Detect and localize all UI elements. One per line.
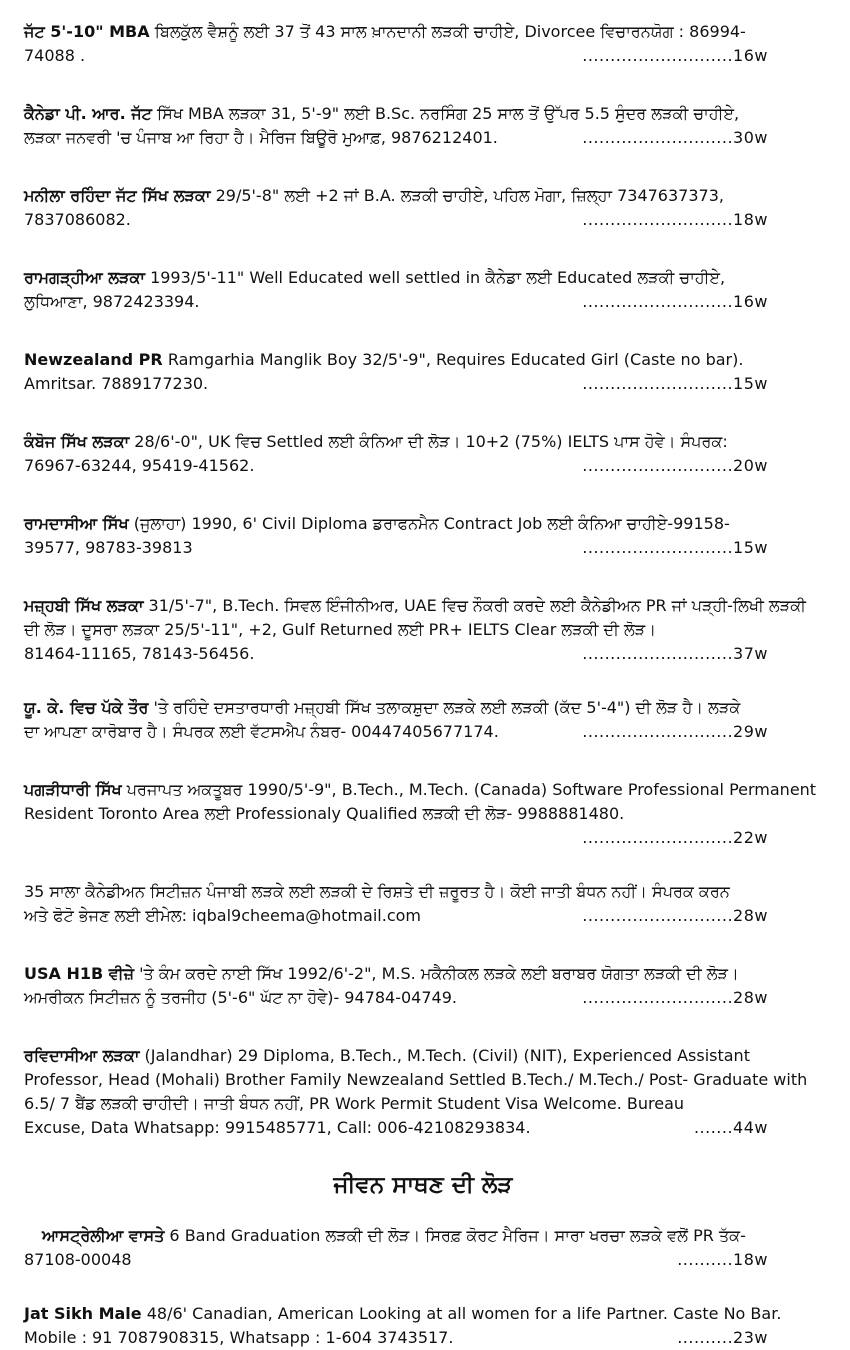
ad-code: ...........................22w	[582, 828, 768, 847]
ad-body: 35 ਸਾਲਾ ਕੈਨੇਡੀਅਨ ਸਿਟੀਜ਼ਨ ਪੰਜਾਬੀ ਲੜਕੇ ਲਈ ਲੜਕੀ ਦੇ ਰਿਸ਼ਤੇ ਦੀ ਜ਼ਰੂਰਤ ਹੈ। ਕੋਈ ਜਾਤੀ ਬੰਧਨ ਨਹੀਂ। ਸੰਪਰਕ ਕਰਨ	[24, 882, 730, 901]
ad-code: ...........................16w	[582, 292, 768, 311]
ad-tail: ਅਮਰੀਕਨ ਸਿਟੀਜ਼ਨ ਨੂੰ ਤਰਜੀਹ (5'-6" ਘੱਟ ਨਾ ਹੋਵੇ)- 94784-04749.	[24, 988, 457, 1007]
section-heading: ਜੀਵਨ ਸਾਥਣ ਦੀ ਲੋੜ	[333, 1172, 513, 1198]
ad-tail: 76967-63244, 95419-41562.	[24, 456, 255, 475]
ad-body: (ਜੁਲਾਹਾ) 1990, 6' Civil Diploma ਡਰਾਫਨਮੈਨ Contract Job ਲਈ ਕੰਨਿਆ ਚਾਹੀਏ-99158-	[128, 514, 730, 533]
ad-tail: ਦਾ ਆਪਣਾ ਕਾਰੋਬਾਰ ਹੈ। ਸੰਪਰਕ ਲਈ ਵੱਟਸਐਪ ਨੰਬਰ- 00447405677174.	[24, 722, 499, 741]
ad-tail: Mobile : 91 7087908315, Whatsapp : 1-604 3743517.	[24, 1328, 454, 1347]
ad-code: ...........................20w	[582, 456, 768, 475]
ad-item	[24, 1224, 822, 1272]
ad-lead: ਪਗੜੀਧਾਰੀ ਸਿੱਖ	[24, 780, 122, 799]
ad-lead: ਰਵਿਦਾਸੀਆ ਲੜਕਾ	[24, 1046, 140, 1065]
ad-body: 28/6'-0", UK ਵਿਚ Settled ਲਈ ਕੰਨਿਆ ਦੀ ਲੋੜ। 10+2 (75%) IELTS ਪਾਸ ਹੋਵੇ। ਸੰਪਰਕ:	[129, 432, 728, 451]
ad-item	[24, 348, 822, 396]
ad-body: (Jalandhar) 29 Diploma, B.Tech., M.Tech. (Civil) (NIT), Experienced Assistant Professor, Head (Mohali) Brother Family Newzealand Settled B.Tech./ M.Tech./ Post- Graduate with 6.5/ 7 ਬੈਂਡ ਲੜਕੀ ਚਾਹੀਦੀ। ਜਾਤੀ ਬੰਧਨ ਨਹੀਂ, PR Work Permit Student Visa Welcome. Bureau	[24, 1046, 808, 1113]
ad-lead: Newzealand PR	[24, 350, 163, 369]
ad-lead: ਮਨੀਲਾ ਰਹਿੰਦਾ ਜੱਟ ਸਿੱਖ ਲੜਕਾ	[24, 186, 211, 205]
ad-lead: ਰਾਮਦਾਸੀਆ ਸਿੱਖ	[24, 514, 129, 533]
ad-item	[24, 778, 822, 850]
ad-body: ਸਿੱਖ MBA ਲੜਕਾ 31, 5'-9" ਲਈ B.Sc. ਨਰਸਿੰਗ 25 ਸਾਲ ਤੋਂ ਉੱਪਰ 5.5 ਸੁੰਦਰ ਲੜਕੀ ਚਾਹੀਏ,	[151, 104, 740, 123]
ad-tail: ਅਤੇ ਫੋਟੋ ਭੇਜਣ ਲਈ ਈਮੇਲ: iqbal9cheema@hotmail.com	[24, 906, 421, 925]
ad-item	[24, 512, 822, 560]
ad-code: ...........................28w	[582, 988, 768, 1007]
ad-item	[24, 696, 822, 744]
ad-tail: 81464-11165, 78143-56456.	[24, 644, 255, 663]
ad-tail: ਲੜਕਾ ਜਨਵਰੀ 'ਚ ਪੰਜਾਬ ਆ ਰਿਹਾ ਹੈ। ਮੈਰਿਜ ਬਿਊਰੋ ਮੁਆਫ਼, 9876212401.	[24, 128, 498, 147]
ad-tail: Amritsar. 7889177230.	[24, 374, 209, 393]
ad-code: ...........................28w	[582, 906, 768, 925]
ad-lead: USA H1B ਵੀਜ਼ੇ	[24, 964, 135, 983]
ad-code: .......44w	[693, 1118, 768, 1137]
ad-tail: 74088 .	[24, 46, 86, 65]
ad-code: ...........................30w	[582, 128, 768, 147]
ad-item	[24, 1044, 822, 1140]
ad-lead: ਆਸਟ੍ਰੇਲੀਆ ਵਾਸਤੇ	[42, 1226, 165, 1245]
ad-lead: ਯੂ. ਕੇ. ਵਿਚ ਪੱਕੇ ਤੌਰ	[24, 698, 149, 717]
ad-body: Ramgarhia Manglik Boy 32/5'-9", Requires Educated Girl (Caste no bar).	[162, 350, 744, 369]
ad-code: ...........................18w	[582, 210, 768, 229]
ad-lead: ਜੱਟ 5'-10" MBA	[24, 22, 150, 41]
ad-code: ...........................37w	[582, 644, 768, 663]
ad-body: 'ਤੇ ਕੰਮ ਕਰਦੇ ਨਾਈ ਸਿੱਖ 1992/6'-2", M.S. ਮਕੈਨੀਕਲ ਲੜਕੇ ਲਈ ਬਰਾਬਰ ਯੋਗਤਾ ਲੜਕੀ ਦੀ ਲੋੜ।	[134, 964, 739, 983]
ad-body: 1993/5'-11" Well Educated well settled in ਕੈਨੇਡਾ ਲਈ Educated ਲੜਕੀ ਚਾਹੀਏ,	[144, 268, 726, 287]
ad-item	[24, 962, 822, 1010]
ad-code: ...........................16w	[582, 46, 768, 65]
ad-item	[24, 1302, 822, 1350]
ad-body: 29/5'-8" ਲਈ +2 ਜਾਂ B.A. ਲੜਕੀ ਚਾਹੀਏ, ਪਹਿਲ ਮੋਗਾ, ਜ਼ਿਲ੍ਹਾ 7347637373,	[210, 186, 724, 205]
ad-item	[24, 184, 822, 232]
ad-code: ...........................15w	[582, 538, 768, 557]
ad-lead: ਕੈਨੇਡਾ ਪੀ. ਆਰ. ਜੱਟ	[24, 104, 152, 123]
ad-lead: ਮਜ਼੍ਹਬੀ ਸਿੱਖ ਲੜਕਾ	[24, 596, 144, 615]
ad-item	[24, 594, 822, 666]
ad-lead: ਕੰਬੋਜ ਸਿੱਖ ਲੜਕਾ	[24, 432, 130, 451]
ad-body: 48/6' Canadian, American Looking at all women for a life Partner. Caste No Bar.	[141, 1304, 782, 1323]
ad-code: ...........................15w	[582, 374, 768, 393]
ad-tail: ਲੁਧਿਆਣਾ, 9872423394.	[24, 292, 200, 311]
ad-body: ਬਿਲਕੁੱਲ ਵੈਸ਼ਨੂੰ ਲਈ 37 ਤੋਂ 43 ਸਾਲ ਖ਼ਾਨਦਾਨੀ ਲੜਕੀ ਚਾਹੀਏ, Divorcee ਵਿਚਾਰਨਯੋਗ : 86994-	[149, 22, 746, 41]
ad-body: 'ਤੇ ਰਹਿੰਦੇ ਦਸਤਾਰਧਾਰੀ ਮਜ਼੍ਹਬੀ ਸਿੱਖ ਤਲਾਕਸ਼ੁਦਾ ਲੜਕੇ ਲਈ ਲੜਕੀ (ਕੱਦ 5'-4") ਦੀ ਲੋੜ ਹੈ। ਲੜਕੇ	[148, 698, 741, 717]
ad-item	[24, 430, 822, 478]
ad-item	[24, 880, 822, 928]
ad-body: 6 Band Graduation ਲੜਕੀ ਦੀ ਲੋੜ। ਸਿਰਫ਼ ਕੋਰਟ ਮੈਰਿਜ। ਸਾਰਾ ਖਰਚਾ ਲੜਕੇ ਵਲੋਂ PR ਤੱਕ-	[164, 1226, 746, 1245]
ad-tail: Excuse, Data Whatsapp: 9915485771, Call: 006-42108293834.	[24, 1118, 531, 1137]
ad-lead: Jat Sikh Male	[24, 1304, 142, 1323]
ad-code: ..........18w	[677, 1250, 768, 1269]
ad-tail: 7837086082.	[24, 210, 131, 229]
ad-code: ...........................29w	[582, 722, 768, 741]
ad-item	[24, 102, 822, 150]
ad-tail: 87108-00048	[24, 1250, 132, 1269]
ad-item	[24, 266, 822, 314]
ad-code: ..........23w	[677, 1328, 768, 1347]
ad-lead: ਰਾਮਗੜ੍ਹੀਆ ਲੜਕਾ	[24, 268, 145, 287]
ad-body: 31/5'-7", B.Tech. ਸਿਵਲ ਇੰਜੀਨੀਅਰ, UAE ਵਿਚ ਨੌਕਰੀ ਕਰਦੇ ਲਈ ਕੈਨੇਡੀਅਨ PR ਜਾਂ ਪੜ੍ਹੀ-ਲਿਖੀ ਲੜਕੀ ਦੀ ਲੋੜ। ਦੂਸਰਾ ਲੜਕਾ 25/5'-11", +2, Gulf Returned ਲਈ PR+ IELTS Clear ਲੜਕੀ ਦੀ ਲੋੜ।	[24, 596, 806, 639]
ad-body: ਪਰਜਾਪਤ ਅਕਤੂਬਰ 1990/5'-9", B.Tech., M.Tech. (Canada) Software Professional Permanent Resident Toronto Area ਲਈ Professionaly Qualified ਲੜਕੀ ਦੀ ਲੋੜ- 9988881480.	[24, 780, 817, 823]
ad-tail: 39577, 98783-39813	[24, 538, 193, 557]
ad-item	[24, 20, 822, 68]
